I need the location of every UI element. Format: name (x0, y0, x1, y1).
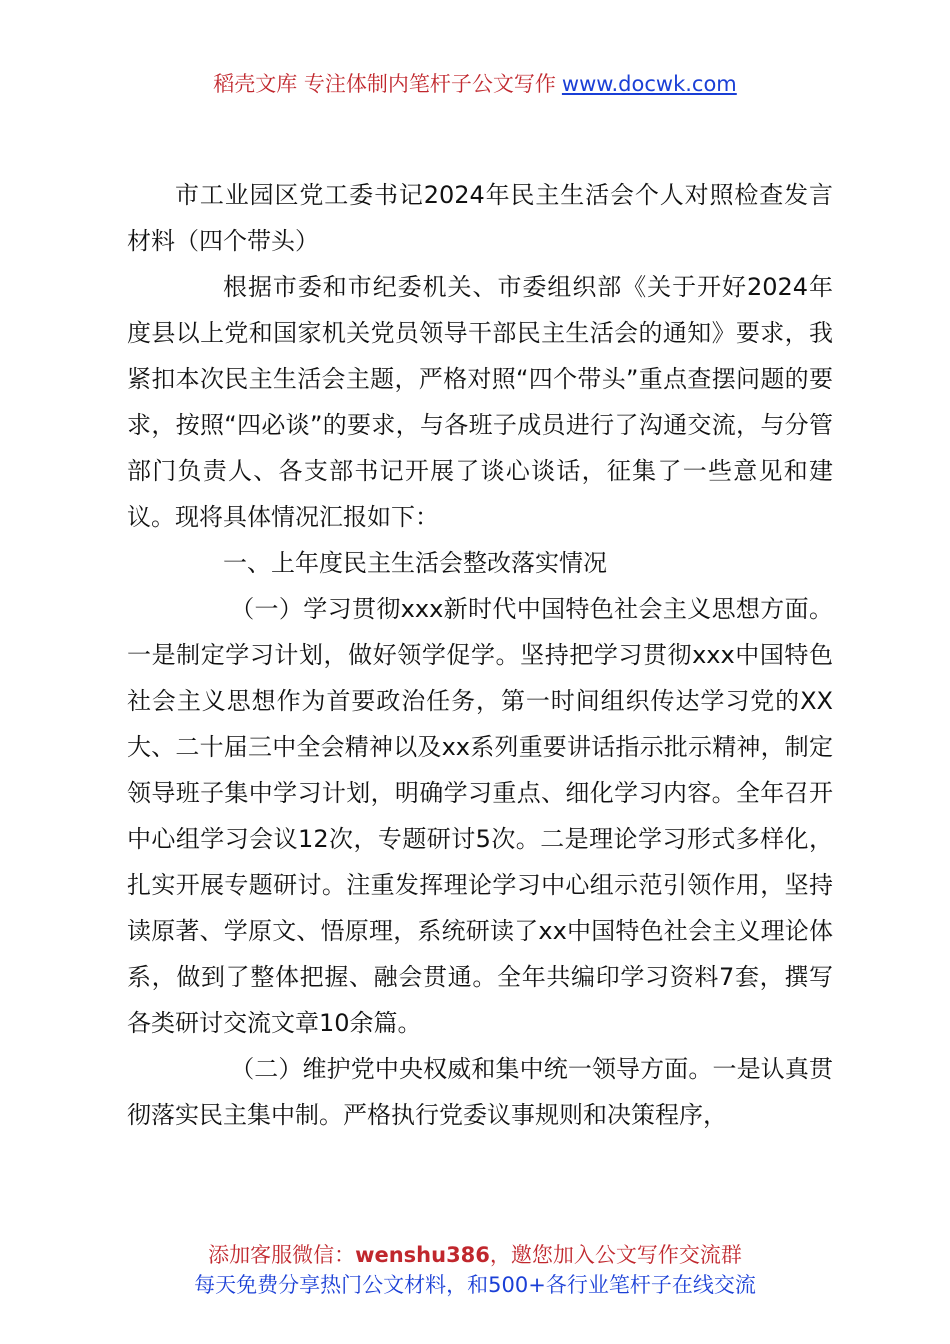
footer-contact-suffix: ，邀您加入公文写作交流群 (489, 1243, 742, 1267)
site-url-link[interactable]: www.docwk.com (561, 72, 737, 96)
footer-contact (0, 1240, 950, 1270)
intro-paragraph: 根据市委和市纪委机关、市委组织部《关于开好2024年度县以上党和国家机关党员领导干部民主生活会的通知》要求，我紧扣本次民主生活会主题，严格对照“四个带头”重点查摆问题的要求，按照“四必谈”的要求，与各班子成员进行了沟通交流，与分管部门负责人、各支部书记开展了谈心谈话，征集了一些意见和建议。现将具体情况汇报如下： (127, 273, 833, 531)
document-body (127, 172, 833, 1138)
footer-promo: 每天免费分享热门公文材料，和500+各行业笔杆子在线交流 (194, 1273, 756, 1297)
subsection-paragraph-2: （二）维护党中央权威和集中统一领导方面。一是认真贯彻落实民主集中制。严格执行党委议事规则和决策程序， (127, 1055, 833, 1129)
site-header (0, 70, 950, 98)
subsection-paragraph-1: （一）学习贯彻xxx新时代中国特色社会主义思想方面。一是制定学习计划，做好领学促学。坚持把学习贯彻xxx中国特色社会主义思想作为首要政治任务，第一时间组织传达学习党的XX大、二十届三中全会精神以及xx系列重要讲话指示批示精神，制定领导班子集中学习计划，明确学习重点、细化学习内容。全年召开中心组学习会议12次，专题研讨5次。二是理论学习形式多样化，扎实开展专题研讨。注重发挥理论学习中心组示范引领作用，坚持读原著、学原文、悟原理，系统研读了xx中国特色社会主义理论体系，做到了整体把握、融会贯通。全年共编印学习资料7套，撰写各类研讨交流文章10余篇。 (127, 595, 833, 1037)
footer-contact-prefix: 添加客服微信： (208, 1243, 356, 1267)
section-heading: 一、上年度民主生活会整改落实情况 (223, 549, 607, 577)
brand-slogan: 稻壳文库 专注体制内笔杆子公文写作 (213, 72, 556, 96)
document-title: 市工业园区党工委书记2024年民主生活会个人对照检查发言材料（四个带头） (127, 181, 833, 255)
wechat-id: wenshu386 (355, 1243, 490, 1267)
